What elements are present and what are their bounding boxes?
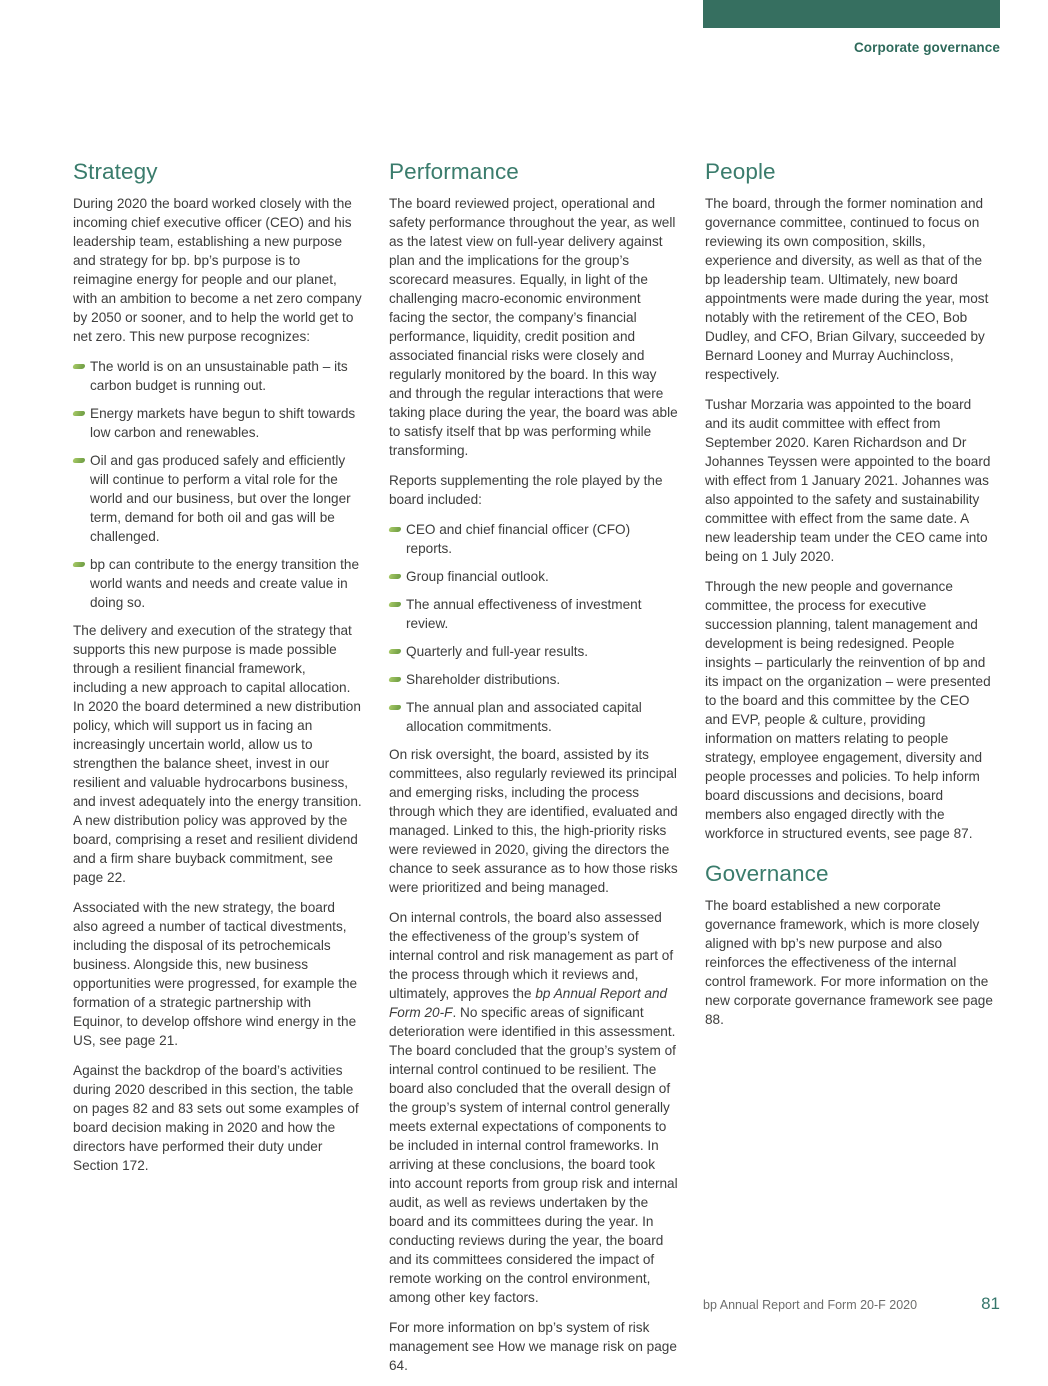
performance-reports-intro: Reports supplementing the role played by the board included:	[389, 473, 663, 507]
strategy-paragraph: Against the backdrop of the board’s activities during 2020 described in this section, the table on pages 82 and 83 sets out some examples of board decision making in 2020 and how the directors have performed their duty under Section 172.	[73, 1063, 359, 1173]
footer-report-title: bp Annual Report and Form 20-F 2020	[703, 1298, 918, 1312]
section-label: Corporate governance	[853, 40, 1000, 55]
strategy-paragraph: The delivery and execution of the strategy that supports this new purpose is made possible through a resilient financial framework, including a new approach to capital allocation. In 2020 the board determined a new distribution policy, which will support us in facing an increasingly uncertain world, allow us to strengthen the balance sheet, invest in our resilient and valuable hydrocarbons business, and invest adequately into the energy transition. A new distribution policy was approved by the board, comprising a reset and resilient dividend and a firm share buyback commitment, see page 22.	[73, 623, 362, 885]
strategy-column	[73, 159, 363, 1386]
governance-paragraph: The board established a new corporate governance framework, which is more closely aligned with bp’s new purpose and also reinforces the effectiveness of the internal control framework. For more information on the new corporate governance framework see page 88.	[705, 898, 993, 1027]
list-item-text: The annual effectiveness of investment review.	[406, 597, 642, 631]
report-title-italic: bp Annual Report and Form 20-F	[389, 986, 668, 1020]
list-item	[73, 451, 363, 546]
performance-column	[389, 159, 679, 1386]
list-item	[73, 357, 363, 395]
strategy-heading: Strategy	[73, 159, 158, 184]
list-item-text: The annual plan and associated capital allocation commitments.	[406, 700, 642, 734]
list-item	[389, 595, 679, 633]
bullet-dash-icon	[388, 602, 401, 607]
list-item	[389, 698, 679, 736]
list-item-text: CEO and chief financial officer (CFO) reports.	[406, 522, 631, 556]
controls-paragraph-post: . No specific areas of significant deterioration were identified in this assessment. The board concluded that the group’s system of internal control continued to be resilient. The board also concluded that the overall design of the group’s system of internal control generally meets external expectations of components to be included in internal control frameworks. In arriving at these conclusions, the board took into account reports from group risk and internal audit, as well as reviews undertaken by the board and its committees during the year. In conducting reviews during the year, the board and its committees considered the impact of remote working on the control environment, among other key factors.	[389, 1005, 678, 1305]
list-item	[389, 567, 679, 586]
strategy-paragraph: Associated with the new strategy, the board also agreed a number of tactical divestments, including the disposal of its petrochemicals business. Alongside this, new business opportunities were progressed, for example the formation of a strategic partnership with Equinor, to develop offshore wind energy in the US, see page 21.	[73, 900, 358, 1048]
list-item-text: Oil and gas produced safely and efficiently will continue to perform a vital role for the world and our business, but over the longer term, demand for both oil and gas will be challenged.	[90, 453, 351, 544]
people-paragraph: Through the new people and governance committee, the process for executive succession planning, talent management and development is being redesigned. People insights – particularly the reinvention of bp and its impact on the organization – were presented to the board and this committee by the CEO and EVP, people & culture, providing information on matters relating to people strategy, employee engagement, diversity and people processes and policies. To help inform board discussions and decisions, board members also engaged directly with the workforce in structured events, see page 87.	[705, 579, 991, 841]
bullet-dash-icon	[388, 677, 401, 682]
performance-controls-paragraph	[389, 908, 679, 1307]
bullet-dash-icon	[388, 574, 401, 579]
list-item	[73, 555, 363, 612]
governance-heading: Governance	[705, 861, 829, 886]
bullet-dash-icon	[388, 705, 401, 710]
people-heading: People	[705, 159, 776, 184]
list-item-text: Quarterly and full-year results.	[406, 644, 589, 659]
list-item-text: Energy markets have begun to shift towards low carbon and renewables.	[90, 406, 356, 440]
list-item-text: Group financial outlook.	[406, 569, 549, 584]
bullet-dash-icon	[388, 649, 401, 654]
corporate-governance-tab	[703, 0, 1000, 28]
performance-intro-paragraph: The board reviewed project, operational and safety performance throughout the year, as well as the latest view on full-year delivery against plan and the implications for the group’s scorecard measures. Equally, in light of the challenging macro-economic environment facing the sector, the company’s financial performance, liquidity, credit position and associated financial risks were closely and regularly monitored by the board. In this way and through the regular interactions that were taking place during the year, the board was able to satisfy itself that bp was performing while transforming.	[389, 196, 678, 458]
list-item-text: Shareholder distributions.	[406, 672, 561, 687]
list-item-text: The world is on an unsustainable path – its carbon budget is running out.	[90, 359, 348, 393]
page-footer	[703, 1294, 1000, 1314]
bullet-dash-icon	[72, 562, 85, 567]
footer-page-number: 81	[981, 1294, 1000, 1313]
performance-bullet-list	[389, 520, 679, 736]
list-item	[389, 520, 679, 558]
bullet-dash-icon	[72, 411, 85, 416]
people-paragraph: The board, through the former nomination and governance committee, continued to focus on reviewing its own composition, skills, experience and diversity, as well as that of the bp leadership team. Ultimately, new board appointments were made during the year, most notably with the retirement of the CEO, Bob Dudley, and CFO, Brian Gilvary, succeeded by Bernard Looney and Murray Auchincloss, respectively.	[705, 196, 989, 382]
performance-more-info-paragraph: For more information on bp’s system of risk management see How we manage risk on page 64.	[389, 1320, 677, 1373]
bullet-dash-icon	[72, 364, 85, 369]
people-governance-column	[705, 159, 995, 1386]
list-item	[389, 642, 679, 661]
controls-paragraph-pre: On internal controls, the board also assessed the effectiveness of the group’s system of internal control and risk management as part of the process through which it reviews and, ultimately, approves the	[389, 910, 674, 1001]
list-item-text: bp can contribute to the energy transition the world wants and needs and create value in doing so.	[90, 557, 360, 610]
strategy-bullet-list	[73, 357, 363, 612]
list-item	[73, 404, 363, 442]
list-item	[389, 670, 679, 689]
people-paragraph: Tushar Morzaria was appointed to the board and its audit committee with effect from September 2020. Karen Richardson and Dr Johannes Teyssen were appointed to the board with effect from 1 January 2021. Johannes was also appointed to the safety and sustainability committee with effect from the same date. A new leadership team under the CEO came into being on 1 July 2020.	[705, 397, 991, 564]
strategy-intro-paragraph: During 2020 the board worked closely with the incoming chief executive officer (CEO) and his leadership team, establishing a new purpose and strategy for bp. bp’s purpose is to reimagine energy for people and our planet, with an ambition to become a net zero company by 2050 or sooner, and to help the world get to net zero. This new purpose recognizes:	[73, 196, 362, 344]
performance-heading: Performance	[389, 159, 519, 184]
bullet-dash-icon	[72, 458, 85, 463]
page-content	[73, 159, 995, 1386]
bullet-dash-icon	[388, 527, 401, 532]
performance-risk-paragraph: On risk oversight, the board, assisted by its committees, also regularly reviewed its principal and emerging risks, including the process through which they are identified, evaluated and managed. Linked to this, the high-priority risks were reviewed in 2020, giving the directors the chance to seek assurance as to how those risks were prioritized and being managed.	[389, 747, 678, 895]
